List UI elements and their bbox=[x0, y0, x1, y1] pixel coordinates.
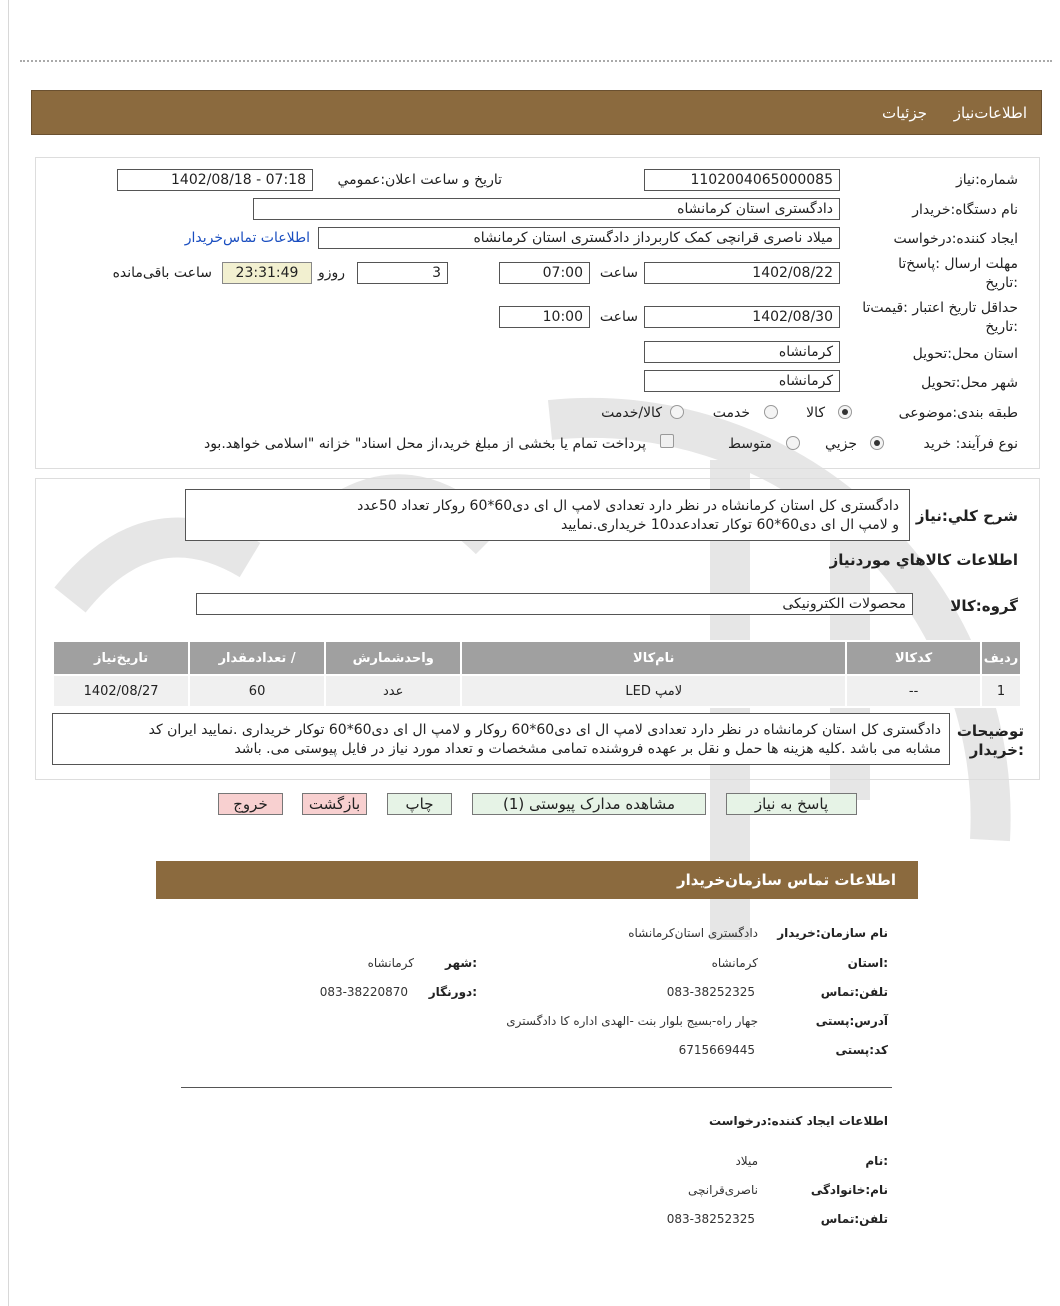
contact-org-label: نام سازمان:خریدار bbox=[777, 926, 888, 940]
reply-deadline-label: مهلت ارسال :پاسخ‌تا bbox=[898, 256, 1018, 272]
buyer-notes-label: توضیحات bbox=[956, 722, 1024, 740]
cell-qty: 60 bbox=[189, 675, 325, 707]
buyer-notes-line2: مشابه می باشد .کلیه هزینه ها حمل و نقل بر عهده فروشنده تمامی مشخصات و تعداد مورد نیاز در فایل پیوستی می. باشد bbox=[234, 741, 941, 757]
contact-address-label: آدرس:پستی bbox=[815, 1014, 888, 1028]
contact-address: جهار راه-بسیج بلوار بنت -الهدی اداره کا دادگستری bbox=[506, 1014, 758, 1028]
group-label: گروه:کالا bbox=[950, 597, 1018, 615]
group-field: محصولات الکترونیکی bbox=[196, 593, 913, 615]
contact-phone-label: تلفن:تماس bbox=[820, 985, 888, 999]
reply-deadline-label-2: :تاریخ bbox=[985, 275, 1018, 291]
process-radio-minor[interactable] bbox=[870, 436, 884, 450]
cell-date: 1402/08/27 bbox=[53, 675, 189, 707]
province-field: کرمانشاه bbox=[644, 341, 840, 363]
contact-postal-label: کد:پستی bbox=[835, 1043, 888, 1057]
reply-time-label: ساعت bbox=[599, 265, 638, 281]
process-option-medium: متوسط bbox=[728, 436, 772, 452]
table-header-row bbox=[53, 641, 1021, 675]
reply-time-field: 07:00 bbox=[499, 262, 590, 284]
exit-button[interactable]: خروج bbox=[218, 793, 283, 815]
category-option-goods: کالا bbox=[806, 405, 825, 421]
attachments-button[interactable]: مشاهده مدارک پیوستی (1) bbox=[472, 793, 706, 815]
province-label: استان محل:تحویل bbox=[912, 346, 1018, 362]
buyer-org-label: نام دستگاه:خریدار bbox=[912, 202, 1018, 218]
goods-heading: اطلاعات کالاهاي موردنیاز bbox=[829, 551, 1018, 569]
announce-label: تاریخ و ساعت اعلان:عمومي bbox=[337, 172, 502, 188]
buyer-org-field: دادگستری استان کرمانشاه bbox=[253, 198, 840, 220]
validity-time-field: 10:00 bbox=[499, 306, 590, 328]
category-option-goods-service: کالا/خدمت bbox=[601, 405, 662, 421]
buyer-notes-label-2: :خریدار bbox=[969, 741, 1024, 759]
days-field: 3 bbox=[357, 262, 448, 284]
col-code: کدکالا bbox=[846, 641, 981, 675]
table-row bbox=[53, 675, 1021, 707]
page-header-bar bbox=[31, 90, 1042, 135]
buyer-contact-link[interactable]: اطلاعات تماس‌خریدار bbox=[184, 230, 310, 246]
col-date: تاریخ‌نیاز bbox=[53, 641, 189, 675]
validity-label-2: :تاریخ bbox=[985, 319, 1018, 335]
cell-name: لامپ LED bbox=[461, 675, 846, 707]
contact-fax: 083-38220870 bbox=[319, 985, 408, 999]
contact-city-label: :شهر bbox=[445, 956, 477, 970]
buyer-notes-box bbox=[52, 713, 950, 765]
description-text-line2: و لامپ ال ای دی60*60 توکار تعداد‌عدد10 خریداری.نمایید bbox=[560, 517, 899, 533]
need-number-field: 1102004065000085 bbox=[644, 169, 840, 191]
contact-org: دادگستری استان‌کرمانشاه bbox=[628, 926, 758, 940]
page-left-border bbox=[8, 0, 9, 1306]
remaining-timer: 23:31:49 bbox=[222, 262, 312, 284]
contact-header-bar bbox=[156, 861, 918, 899]
cell-code: -- bbox=[846, 675, 981, 707]
description-box bbox=[185, 489, 910, 541]
back-button[interactable]: بازگشت bbox=[302, 793, 367, 815]
creator-family: ناصری‌قرانچی bbox=[688, 1183, 758, 1197]
remaining-label: ساعت باقی‌مانده bbox=[112, 265, 212, 281]
creator-phone: 083-38252325 bbox=[666, 1212, 755, 1226]
goods-table bbox=[52, 640, 1022, 708]
process-label: نوع فرآیند: خرید bbox=[923, 436, 1018, 452]
creator-name-label: :نام bbox=[865, 1154, 888, 1168]
reply-button[interactable]: پاسخ به نیاز bbox=[726, 793, 857, 815]
col-qty: / تعدادمقدار bbox=[189, 641, 325, 675]
process-option-minor: جزیي bbox=[825, 436, 857, 452]
contact-city: کرمانشاه bbox=[367, 956, 414, 970]
category-radio-goods-service[interactable] bbox=[670, 405, 684, 419]
col-name: نام‌کالا bbox=[461, 641, 846, 675]
creator-name: میلاد bbox=[735, 1154, 758, 1168]
creator-info-heading: اطلاعات ایجاد کننده:درخواست bbox=[708, 1114, 888, 1128]
description-label: شرح کلي:نیاز bbox=[915, 507, 1018, 525]
col-unit: واحدشمارش bbox=[325, 641, 461, 675]
contact-province: کرمانشاه bbox=[711, 956, 758, 970]
col-row: ردیف bbox=[981, 641, 1021, 675]
creator-label: ایجاد کننده:درخواست bbox=[893, 231, 1018, 247]
process-radio-medium[interactable] bbox=[786, 436, 800, 450]
category-radio-service[interactable] bbox=[764, 405, 778, 419]
header-link-details[interactable]: جزئیات bbox=[882, 104, 927, 122]
payment-note: پرداخت تمام یا بخشی از مبلغ خرید،از محل اسناد" خزانه "اسلامی خواهد.بود bbox=[203, 436, 646, 452]
contact-fax-label: :دورنگار bbox=[428, 985, 477, 999]
contact-divider bbox=[181, 1087, 892, 1088]
contact-postal: 6715669445 bbox=[678, 1043, 755, 1057]
contact-province-label: :استان bbox=[847, 956, 888, 970]
validity-label: حداقل تاریخ اعتبار :قیمت‌تا bbox=[862, 300, 1018, 316]
city-label: شهر محل:تحویل bbox=[921, 375, 1018, 391]
days-label: روزو bbox=[317, 265, 345, 281]
cell-row: 1 bbox=[981, 675, 1021, 707]
cell-unit: عدد bbox=[325, 675, 461, 707]
creator-phone-label: تلفن:تماس bbox=[820, 1212, 888, 1226]
category-radio-goods[interactable] bbox=[838, 405, 852, 419]
header-link-need-info[interactable]: اطلاعات‌نیاز bbox=[953, 104, 1027, 122]
city-field: کرمانشاه bbox=[644, 370, 840, 392]
top-dotted-divider bbox=[20, 60, 1052, 62]
contact-phone: 083-38252325 bbox=[666, 985, 755, 999]
need-number-label: شماره:نیاز bbox=[955, 172, 1018, 188]
header-links bbox=[860, 104, 1027, 122]
announce-field: 1402/08/18 - 07:18 bbox=[117, 169, 313, 191]
description-text-line1: دادگستری کل استان کرمانشاه در نظر دارد تعدادی لامپ ال ای دی60*60 روکار تعداد 50عدد bbox=[357, 498, 899, 514]
category-label: طبقه بندی:موضوعی bbox=[898, 405, 1018, 421]
validity-time-label: ساعت bbox=[599, 309, 638, 325]
print-button[interactable]: چاپ bbox=[387, 793, 452, 815]
validity-date-field: 1402/08/30 bbox=[644, 306, 840, 328]
creator-field: میلاد ناصری قرانچی کمک کاربرداز دادگستری استان کرمانشاه bbox=[318, 227, 840, 249]
category-option-service: خدمت bbox=[712, 405, 750, 421]
contact-title: اطلاعات تماس سازمان‌خریدار bbox=[676, 871, 896, 889]
reply-date-field: 1402/08/22 bbox=[644, 262, 840, 284]
buyer-notes-line1: دادگستری کل استان کرمانشاه در نظر دارد تعدادی لامپ ال ای دی60*60 روکار و لامپ ال ای دی60*60 توکار خریداری .نمایید ایران کد bbox=[148, 722, 941, 738]
payment-checkbox[interactable] bbox=[660, 434, 674, 448]
creator-family-label: نام:خانوادگی bbox=[810, 1183, 888, 1197]
